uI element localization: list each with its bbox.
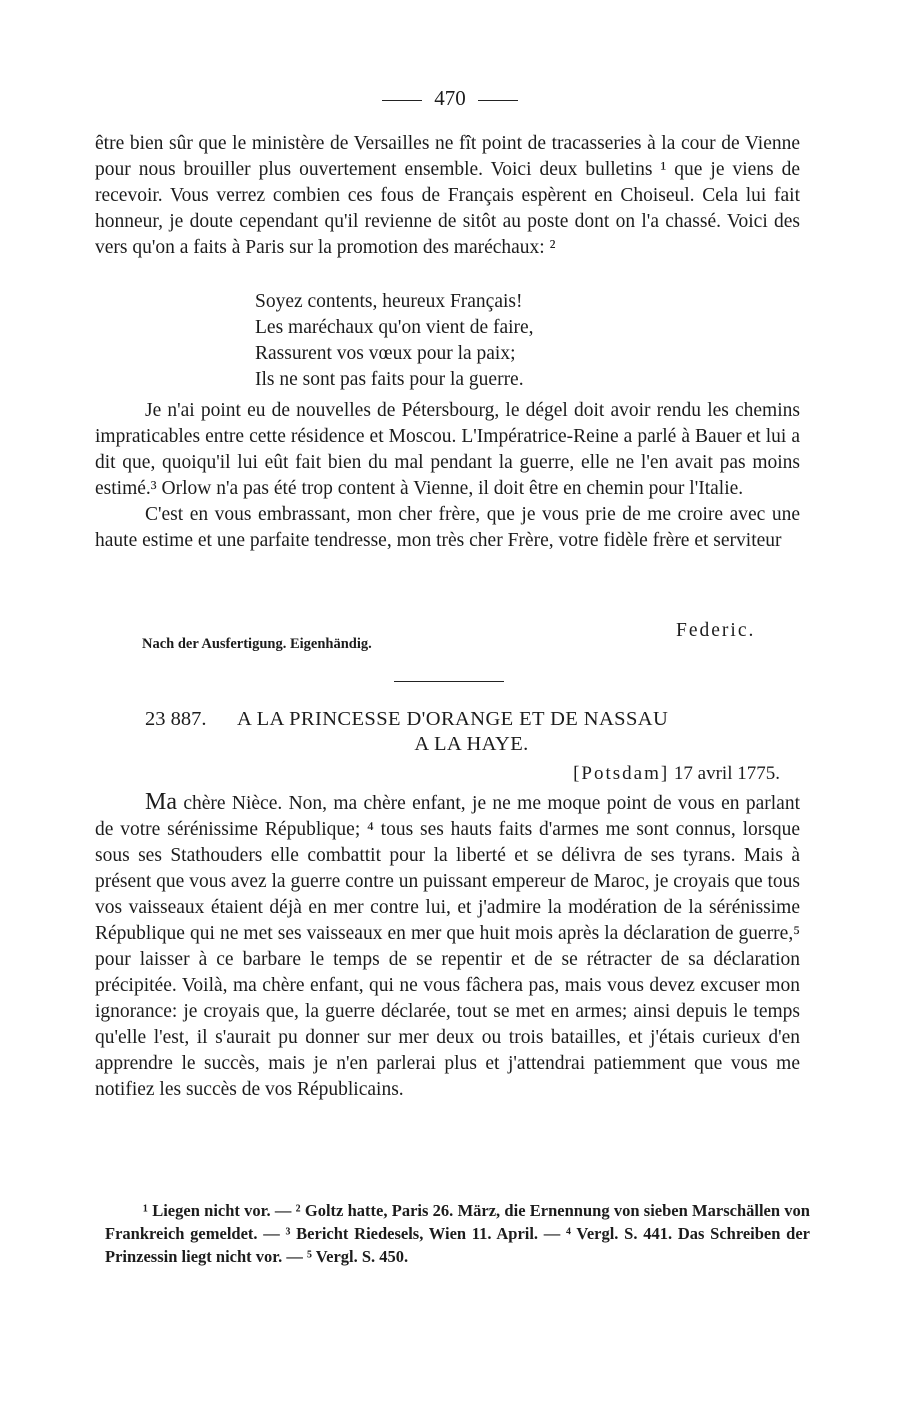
date-place: [Potsdam] [573, 763, 670, 784]
source-note: Nach der Ausfertigung. Eigenhändig. [142, 636, 372, 652]
footnotes [105, 1199, 810, 1268]
verse-line: Soyez contents, heureux Français! [255, 291, 523, 312]
letter2-text: chère Nièce. Non, ma chère enfant, je ne me moque point de vous en parlant de votre sérénissime République; ⁴ tous ses hauts faits d'armes me sont connus, lorsque sous ses Stathouders elle combattit pour la liberté et se délivra de ses tyrans. Mais à présent que vous avez la guerre contre un puissant empereur de Maroc, je croyais que tous vos vaisseaux étaient déjà en mer contre lui, et j'admire la modération de la sérénissime République qui ne met ses vaisseaux en mer que huit mois après la déclaration de guerre,⁵ pour laisser à ce barbare le temps de se repentir et de se rétracter de sa déclaration précipitée. Voilà, ma chère enfant, qui ne vous fâchera pas, mais vous devez excuser mon ignorance: je croyais que, la guerre déclarée, tout se met en armes; ainsi depuis le temps qu'elle l'est, il s'aurait pu donner sur mer deux ou trois batailles, et j'étais curieux d'en apprendre le succès, mais je n'en parlerai plus et j'attendrai patiemment que vous me notifiez les succès de vos Républicains. [95, 793, 800, 1100]
letter1-paragraph-2: Je n'ai point eu de nouvelles de Pétersbourg, le dégel doit avoir rendu les chemins impraticables entre cette résidence et Moscou. L'Impératrice-Reine a parlé à Bauer et lui a dit que, quoiqu'il lui eût fait bien du mal pendant la guerre, elle ne l'en avait pas moins estimé.³ Orlow n'a pas été trop content à Vienne, il doit être en chemin pour l'Italie. [95, 400, 800, 499]
letter1-paragraph-1: être bien sûr que le ministère de Versailles ne fît point de tracasseries à la cour de Vienne pour nous brouiller plus ouvertement ensemble. Voici deux bulletins ¹ que je viens de recevoir. Vous verrez combien ces fous de Français espèrent en Choiseul. Cela lui fait honneur, je doute cependant qu'il revienne de sitôt au poste dont on l'a chassé. Voici des vers qu'on a faits à Paris sur la promotion des maréchaux: ² [95, 133, 800, 258]
verse-line: Ils ne sont pas faits pour la guerre. [255, 369, 524, 390]
letter1-continuation [95, 131, 800, 261]
letter-recipient-place: A LA HAYE. [414, 733, 529, 755]
verse-line: Les maréchaux qu'on vient de faire, [255, 317, 534, 338]
header-rule-right [478, 100, 518, 101]
signature: Federic. [676, 620, 756, 641]
letter-number: 23 887. [145, 708, 207, 730]
date: 17 avril 1775. [673, 763, 780, 784]
letter-recipient: A LA PRINCESSE D'ORANGE ET DE NASSAU [237, 708, 669, 730]
verse-block [255, 289, 534, 393]
letter-dateline [573, 763, 780, 785]
footnote-text: ¹ Liegen nicht vor. — ² Goltz hatte, Paris 26. März, die Ernennung von sieben Marschällen von Frankreich gemeldet. — ³ Bericht Riedesels, Wien 11. April. — ⁴ Vergl. S. 441. Das Schreiben der Prinzessin liegt nicht vor. — ⁵ Vergl. S. 450. [105, 1201, 810, 1266]
page-header [0, 86, 900, 111]
section-divider [394, 681, 504, 682]
page-number: 470 [434, 86, 466, 110]
letter2-paragraph [95, 789, 800, 1103]
letter1-paragraph-3: C'est en vous embrassant, mon cher frère, que je vous prie de me croire avec une haute estime et une parfaite tendresse, mon très cher Frère, votre fidèle frère et serviteur [95, 504, 800, 551]
verse-line: Rassurent vos vœux pour la paix; [255, 343, 516, 364]
salutation-initial: Ma [145, 789, 177, 815]
letter1-closing [95, 398, 800, 554]
header-rule-left [382, 100, 422, 101]
letter2-body [95, 789, 800, 1103]
